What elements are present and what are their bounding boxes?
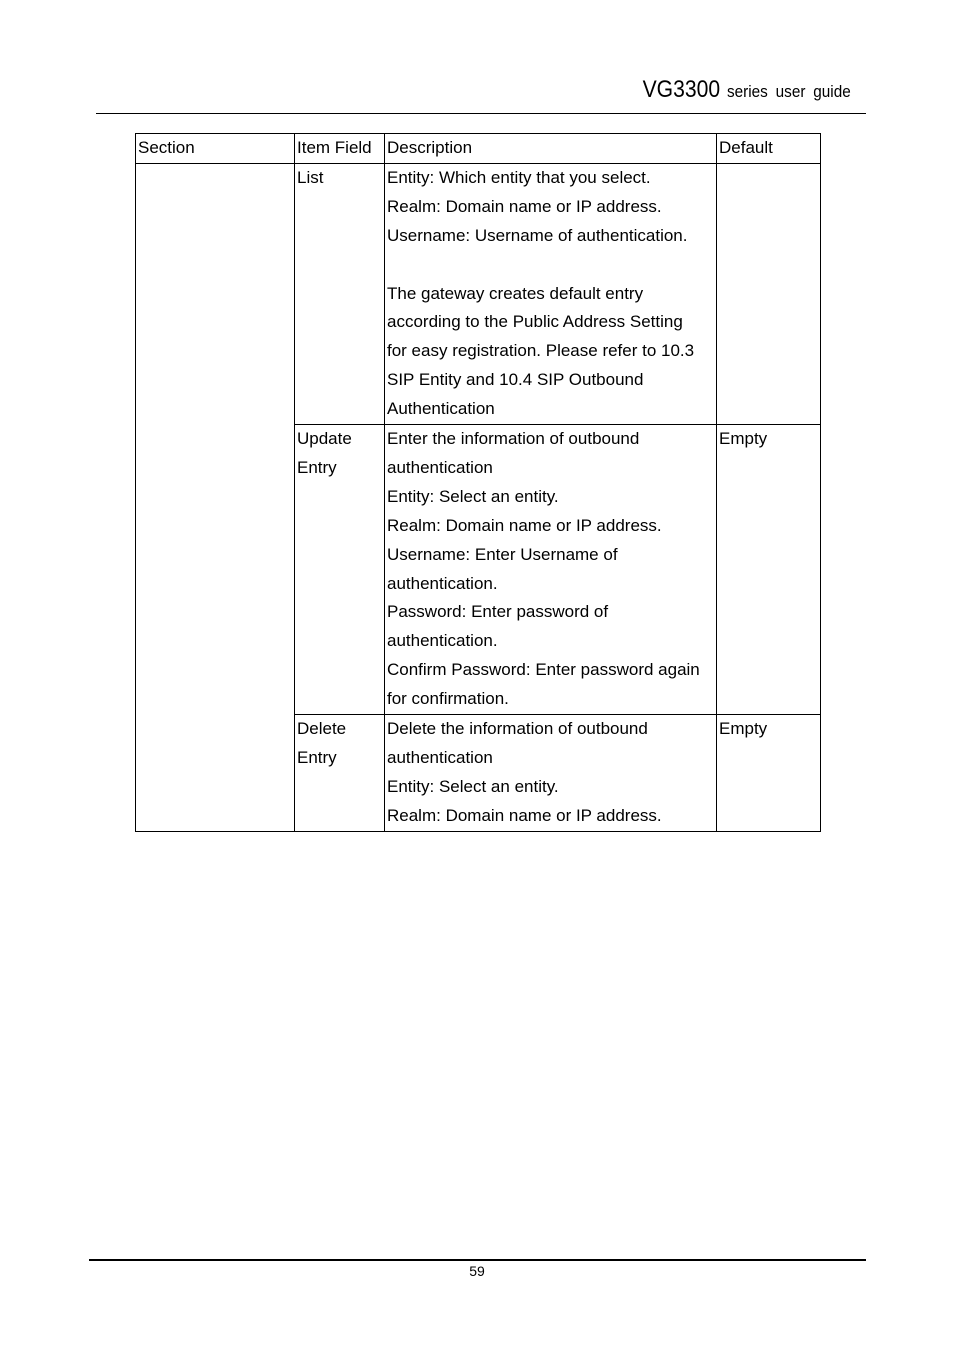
description-line: authentication.	[387, 631, 498, 651]
description-line: Entity: Select an entity.	[387, 776, 559, 796]
description-line: authentication.	[387, 573, 498, 593]
section-cell	[136, 163, 295, 831]
column-header-item-field: Item Field	[295, 134, 385, 164]
description-line: for easy registration. Please refer to 10.3	[387, 341, 695, 361]
description-line: The gateway creates default entry	[387, 283, 644, 303]
item-field-cell: List	[295, 163, 385, 424]
page-header	[632, 76, 864, 104]
description-cell	[385, 425, 717, 715]
product-name: VG3300	[643, 76, 721, 103]
description-line: Entity: Which entity that you select.	[387, 167, 651, 187]
table-header-row	[136, 134, 821, 164]
description-cell	[385, 715, 717, 832]
description-line: Realm: Domain name or IP address.	[387, 805, 662, 825]
description-line: authentication	[387, 748, 493, 768]
description-line: for confirmation.	[387, 689, 509, 709]
settings-table	[135, 133, 821, 832]
description-line: Delete the information of outbound	[387, 719, 648, 739]
item-field-cell: Update Entry	[295, 425, 385, 715]
table-row	[136, 163, 821, 424]
description-line: Authentication	[387, 399, 495, 419]
description-line: Password: Enter password of	[387, 602, 609, 622]
default-cell: Empty	[717, 715, 821, 832]
description-blank-line	[387, 251, 714, 280]
description-line: according to the Public Address Setting	[387, 312, 683, 332]
description-line: Username: Enter Username of	[387, 544, 618, 564]
description-line: SIP Entity and 10.4 SIP Outbound	[387, 370, 644, 390]
header-divider	[96, 113, 866, 114]
item-field-cell: Delete Entry	[295, 715, 385, 832]
description-line: Realm: Domain name or IP address.	[387, 515, 662, 535]
default-cell	[717, 163, 821, 424]
description-cell	[385, 163, 717, 424]
description-line: Entity: Select an entity.	[387, 486, 559, 506]
column-header-default: Default	[717, 134, 821, 164]
guide-subtitle: series user guide	[726, 82, 851, 101]
description-line: Realm: Domain name or IP address.	[387, 196, 662, 216]
page-number: 59	[469, 1263, 485, 1279]
description-line: Confirm Password: Enter password again	[387, 660, 700, 680]
description-line: authentication	[387, 457, 493, 477]
column-header-section: Section	[136, 134, 295, 164]
default-cell: Empty	[717, 425, 821, 715]
description-line: Enter the information of outbound	[387, 429, 640, 449]
column-header-description: Description	[385, 134, 717, 164]
description-line: Username: Username of authentication.	[387, 225, 688, 245]
footer-divider	[89, 1259, 866, 1261]
